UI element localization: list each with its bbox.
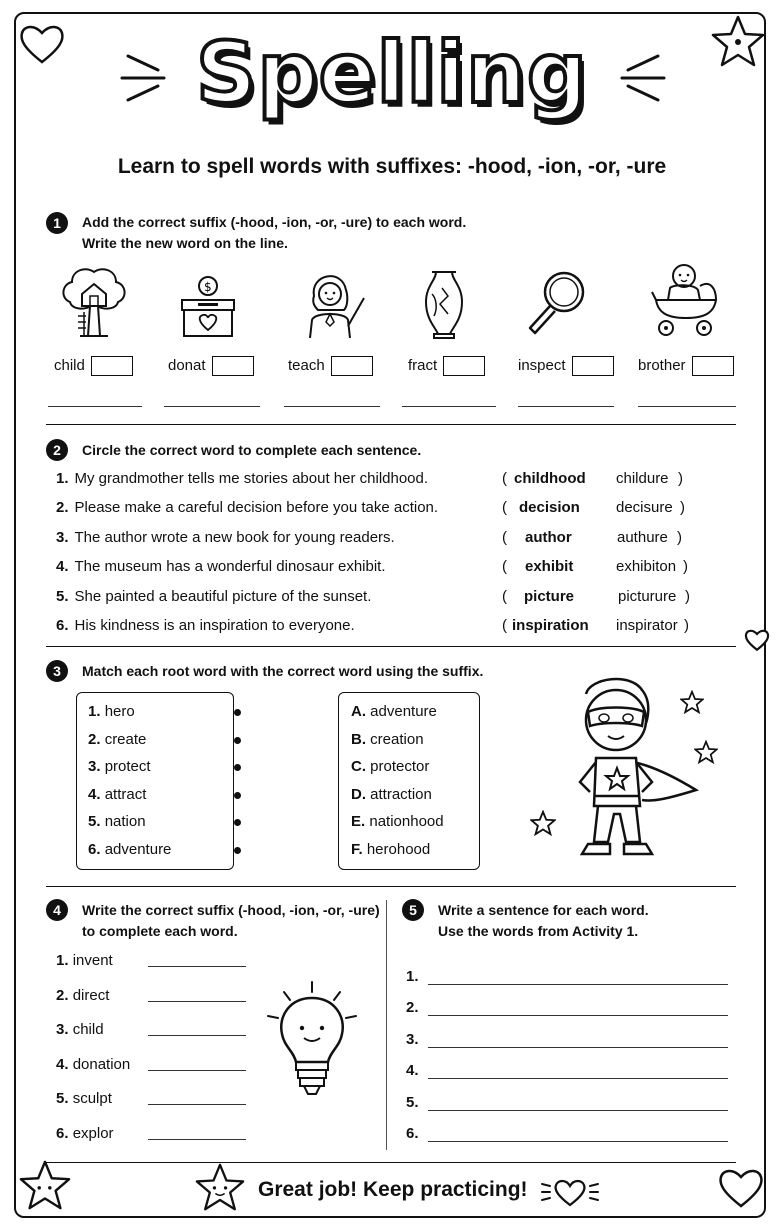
list-item: B. creation bbox=[351, 731, 424, 748]
page-border bbox=[14, 12, 766, 1218]
star-icon bbox=[680, 690, 704, 714]
list-item: 4. donation bbox=[56, 1056, 131, 1073]
activity-number: 2 bbox=[46, 439, 68, 461]
close-paren: ) bbox=[678, 470, 683, 487]
list-item: 2. create bbox=[88, 731, 147, 748]
instruction-line: Add the correct suffix (-hood, -ion, -or, -ure) to each word. bbox=[82, 214, 467, 230]
sentence-row: 2. Please make a careful decision before you take action. bbox=[56, 499, 439, 516]
activity-1-instruction bbox=[82, 212, 466, 254]
list-item: E. nationhood bbox=[351, 813, 444, 830]
section-divider bbox=[46, 1162, 736, 1163]
option-word[interactable]: author bbox=[525, 529, 572, 546]
answer-line[interactable] bbox=[48, 406, 142, 407]
activity-1-header bbox=[46, 212, 68, 234]
option-word[interactable]: picturure bbox=[618, 588, 677, 605]
answer-line[interactable] bbox=[638, 406, 736, 407]
option-word[interactable]: exhibit bbox=[525, 558, 574, 575]
list-item: D. attraction bbox=[351, 786, 432, 803]
baby-stroller-icon bbox=[650, 260, 722, 340]
sentence-line[interactable] bbox=[428, 1015, 728, 1016]
answer-line[interactable] bbox=[148, 1139, 246, 1140]
sentence-line[interactable] bbox=[428, 984, 728, 985]
list-item: 6. adventure bbox=[88, 841, 172, 858]
root-word: inspect bbox=[518, 356, 614, 376]
option-word[interactable]: exhibiton bbox=[616, 558, 677, 575]
sentence-number: 6. bbox=[406, 1125, 419, 1142]
activity-2-instruction: Circle the correct word to complete each sentence. bbox=[82, 442, 422, 458]
list-item: 5. nation bbox=[88, 813, 146, 830]
teacher-icon bbox=[298, 266, 368, 340]
root-word: brother bbox=[638, 356, 734, 376]
sentence-row: 5. She painted a beautiful picture of the sunset. bbox=[56, 588, 372, 605]
sentence-row: 6. His kindness is an inspiration to everyone. bbox=[56, 617, 355, 634]
match-dot[interactable] bbox=[234, 737, 241, 744]
option-word[interactable]: decisure bbox=[616, 499, 673, 516]
list-item: 5. sculpt bbox=[56, 1090, 112, 1107]
sentence-row: 4. The museum has a wonderful dinosaur exhibit. bbox=[56, 558, 386, 575]
activity-5-instruction bbox=[438, 900, 649, 942]
close-paren: ) bbox=[685, 588, 690, 605]
list-item: C. protector bbox=[351, 758, 430, 775]
activity-5-header bbox=[402, 899, 424, 921]
light-bulb-icon bbox=[262, 980, 362, 1102]
close-paren: ) bbox=[683, 558, 688, 575]
sentence-number: 5. bbox=[406, 1094, 419, 1111]
list-item: A. adventure bbox=[351, 703, 437, 720]
answer-line[interactable] bbox=[148, 1070, 246, 1071]
sentence-number: 1. bbox=[406, 968, 419, 985]
open-paren: ( bbox=[502, 558, 507, 575]
activity-4-header bbox=[46, 899, 68, 921]
option-word[interactable]: childhood bbox=[514, 470, 586, 487]
heart-icon bbox=[744, 628, 770, 652]
star-icon bbox=[194, 1162, 246, 1212]
footer-message: Great job! Keep practicing! bbox=[258, 1178, 528, 1201]
heart-icon bbox=[540, 1176, 600, 1208]
option-word[interactable]: inspirator bbox=[616, 617, 678, 634]
match-dot[interactable] bbox=[234, 709, 241, 716]
option-word[interactable]: inspiration bbox=[512, 617, 589, 634]
sentence-number: 2. bbox=[406, 999, 419, 1016]
heart-icon bbox=[716, 1166, 766, 1210]
open-paren: ( bbox=[502, 529, 507, 546]
sentence-line[interactable] bbox=[428, 1047, 728, 1048]
list-item: 3. child bbox=[56, 1021, 104, 1038]
answer-line[interactable] bbox=[148, 1035, 246, 1036]
donation-box-icon bbox=[176, 272, 240, 340]
answer-line[interactable] bbox=[148, 966, 246, 967]
activity-3-header bbox=[46, 660, 68, 682]
sentence-number: 4. bbox=[406, 1062, 419, 1079]
close-paren: ) bbox=[680, 499, 685, 516]
answer-line[interactable] bbox=[164, 406, 260, 407]
activity-4-instruction bbox=[82, 900, 380, 942]
instruction-line: Write the new word on the line. bbox=[82, 235, 288, 251]
match-dot[interactable] bbox=[234, 792, 241, 799]
suffix-box[interactable] bbox=[331, 356, 373, 376]
activity-number: 5 bbox=[402, 899, 424, 921]
list-item: 4. attract bbox=[88, 786, 147, 803]
match-dot[interactable] bbox=[234, 819, 241, 826]
suffix-box[interactable] bbox=[692, 356, 734, 376]
list-item: 1. invent bbox=[56, 952, 113, 969]
section-divider bbox=[46, 646, 736, 647]
close-paren: ) bbox=[677, 529, 682, 546]
activity-2-header bbox=[46, 439, 68, 461]
star-icon bbox=[694, 740, 718, 764]
option-word[interactable]: childure bbox=[616, 470, 669, 487]
option-word[interactable]: picture bbox=[524, 588, 575, 605]
instruction-line: Write a sentence for each word. bbox=[438, 902, 649, 918]
suffix-box[interactable] bbox=[91, 356, 133, 376]
section-divider bbox=[46, 424, 736, 425]
suffix-box[interactable] bbox=[572, 356, 614, 376]
list-item: 3. protect bbox=[88, 758, 151, 775]
instruction-line: Write the correct suffix (-hood, -ion, -or, -ure) bbox=[82, 902, 380, 918]
vase-icon bbox=[418, 268, 470, 340]
sentence-line[interactable] bbox=[428, 1110, 728, 1111]
activity-number: 3 bbox=[46, 660, 68, 682]
suffix-box[interactable] bbox=[443, 356, 485, 376]
sentence-row: 1. My grandmother tells me stories about her childhood. bbox=[56, 470, 429, 487]
root-word: child bbox=[54, 356, 133, 376]
list-item: 2. direct bbox=[56, 987, 110, 1004]
svg-text:$: $ bbox=[204, 280, 212, 294]
root-word: donat bbox=[168, 356, 254, 376]
answer-line[interactable] bbox=[284, 406, 380, 407]
page-title: Spelling bbox=[196, 24, 588, 122]
answer-line[interactable] bbox=[402, 406, 496, 407]
section-divider bbox=[46, 886, 736, 887]
open-paren: ( bbox=[502, 617, 507, 634]
list-item: 6. explor bbox=[56, 1125, 114, 1142]
answer-line[interactable] bbox=[148, 1104, 246, 1105]
sentence-line[interactable] bbox=[428, 1078, 728, 1079]
instruction-line: to complete each word. bbox=[82, 923, 238, 939]
page-subtitle: Learn to spell words with suffixes: -hood, -ion, -or, -ure bbox=[117, 155, 667, 178]
answer-line[interactable] bbox=[518, 406, 614, 407]
close-paren: ) bbox=[684, 617, 689, 634]
open-paren: ( bbox=[502, 588, 507, 605]
root-word: teach bbox=[288, 356, 373, 376]
match-dot[interactable] bbox=[234, 847, 241, 854]
star-icon bbox=[18, 1158, 72, 1212]
answer-line[interactable] bbox=[148, 1001, 246, 1002]
list-item: 1. hero bbox=[88, 703, 135, 720]
open-paren: ( bbox=[502, 499, 507, 516]
option-word[interactable]: authure bbox=[617, 529, 668, 546]
activity-number: 4 bbox=[46, 899, 68, 921]
match-dot[interactable] bbox=[234, 764, 241, 771]
root-word: fract bbox=[408, 356, 485, 376]
open-paren: ( bbox=[502, 470, 507, 487]
activity-3-instruction: Match each root word with the correct word using the suffix. bbox=[82, 663, 484, 679]
sentence-line[interactable] bbox=[428, 1141, 728, 1142]
magnifying-glass-icon bbox=[522, 268, 590, 338]
sentence-row: 3. The author wrote a new book for young readers. bbox=[56, 529, 395, 546]
option-word[interactable]: decision bbox=[519, 499, 580, 516]
activity-number: 1 bbox=[46, 212, 68, 234]
list-item: F. herohood bbox=[351, 841, 431, 858]
star-icon bbox=[530, 810, 556, 836]
instruction-line: Use the words from Activity 1. bbox=[438, 923, 639, 939]
treehouse-icon bbox=[58, 264, 130, 340]
sentence-number: 3. bbox=[406, 1031, 419, 1048]
column-divider bbox=[386, 900, 387, 1150]
suffix-box[interactable] bbox=[212, 356, 254, 376]
